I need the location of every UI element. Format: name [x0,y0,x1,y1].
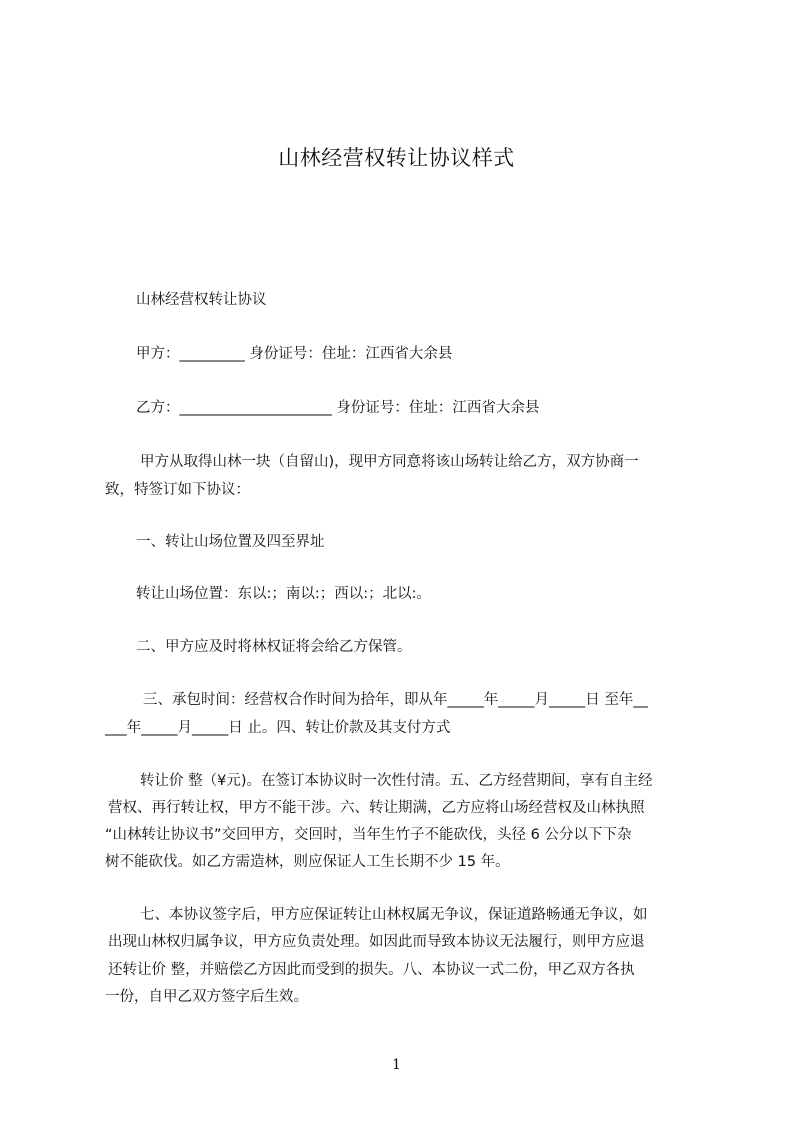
section-4-line-1: 转让价 整（¥元)。在签订本协议时一次性付清。五、乙方经营期间，享有自主经 [140,773,653,789]
preamble-line-1: 甲方从取得山林一块（自留山)，现甲方同意将该山场转让给乙方，双方协商一 [140,454,639,470]
section-1-boundaries: 转让山场位置：东以:；南以:；西以:；北以:。 [136,586,432,602]
section-4-line-3: “山林转让协议书”交回甲方，交回时，当年生竹子不能砍伐，头径 6 公分以下下杂 [105,827,632,843]
page-number: 1 [392,1057,401,1073]
party-b-line: 乙方：_____________________ 身份证号：住址：江西省大余县 [136,400,540,416]
section-3-line-1: 三、承包时间：经营权合作时间为拾年，即从年_____年_____月_____日 至年__ [143,692,648,708]
section-1-heading: 一、转让山场位置及四至界址 [136,534,325,550]
section-7-line-2: 出现山林权归属争议，甲方应负责处理。如因此而导致本协议无法履行，则甲方应退 [108,934,645,950]
party-a-line: 甲方：_________ 身份证号：住址：江西省大余县 [136,346,453,362]
section-7-line-4: 一份，自甲乙双方签字后生效。 [105,989,308,1005]
section-7-line-1: 七、本协议签字后，甲方应保证转让山林权属无争议，保证道路畅通无争议，如 [140,907,648,923]
section-4-line-2: 营权、再行转让权，甲方不能干涉。六、转让期满，乙方应将山场经营权及山林执照 [108,800,645,816]
section-7-line-3: 还转让价 整，并赔偿乙方因此而受到的损失。八、本协议一式二份，甲乙双方各执 [108,962,635,978]
section-3-line-2: ___年_____月_____日 止。四、转让价款及其支付方式 [105,720,451,736]
document-title: 山林经营权转让协议样式 [278,146,515,170]
agreement-heading: 山林经营权转让协议 [136,292,267,308]
preamble-line-2: 致，特签订如下协议： [105,482,250,498]
section-4-line-4: 树不能砍伐。如乙方需造林，则应保证人工生长期不少 15 年。 [105,854,510,870]
section-2: 二、甲方应及时将林权证将会给乙方保管。 [136,639,412,655]
